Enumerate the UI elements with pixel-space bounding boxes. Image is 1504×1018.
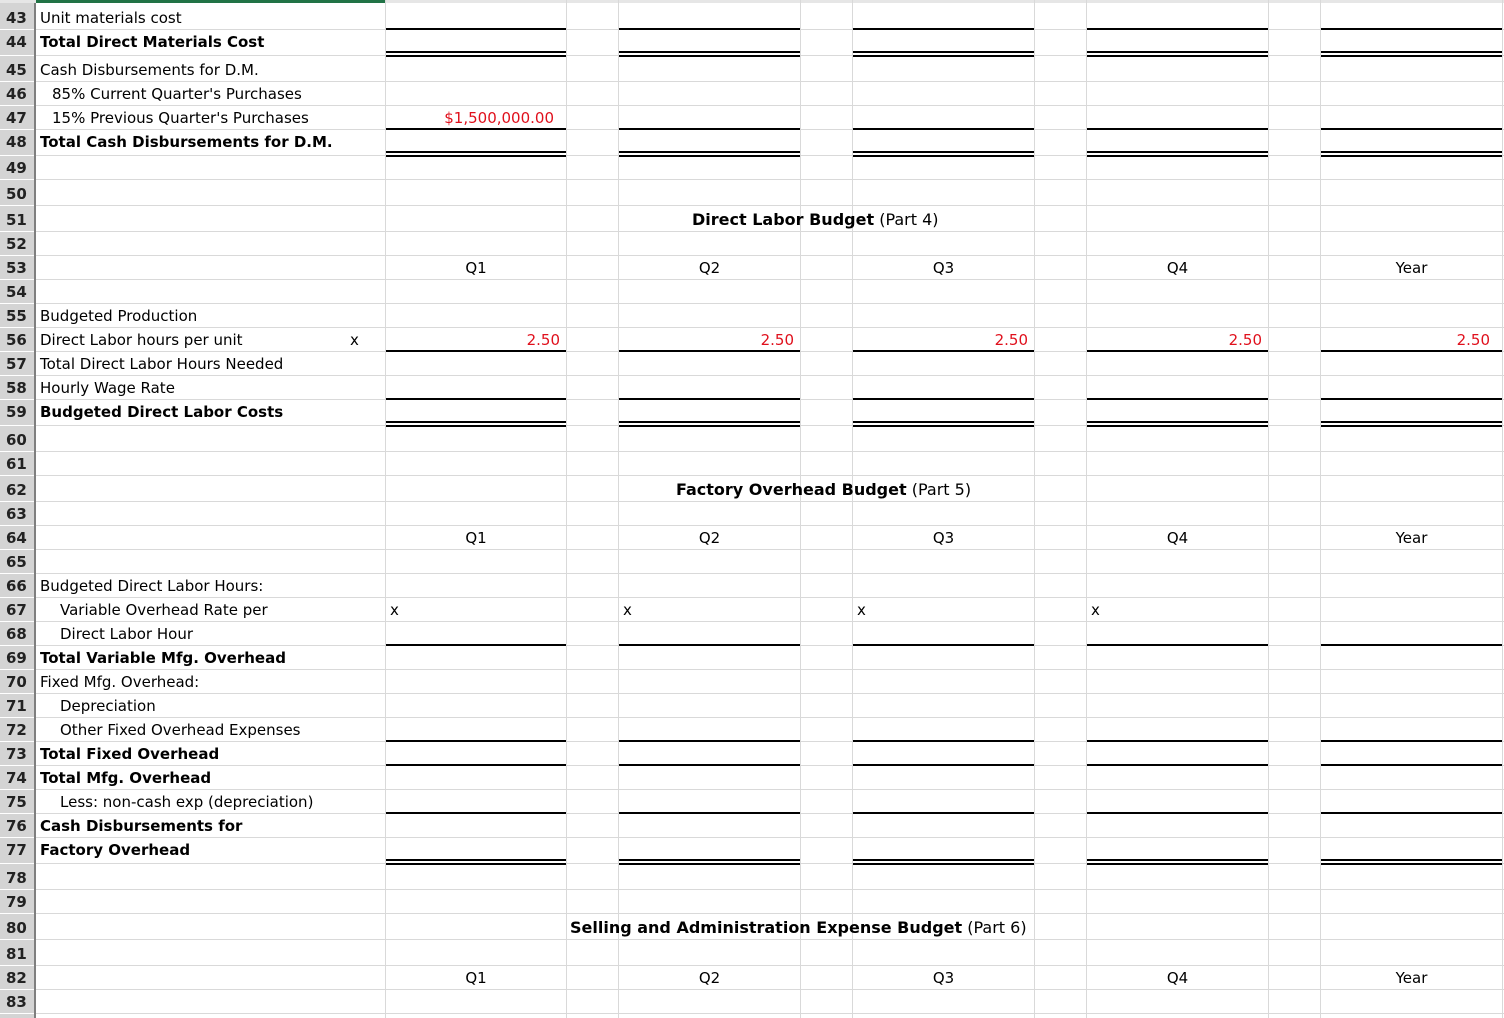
row-number[interactable]: 58 [6,379,27,397]
row-number[interactable]: 44 [6,33,27,51]
sae-col-year[interactable]: Year [1395,969,1428,987]
label-total-cash-disb-dm[interactable]: Total Cash Disbursements for D.M. [40,133,333,151]
sae-col-q2[interactable]: Q2 [698,969,721,987]
cell-dl-hours-q3[interactable]: 2.50 [994,331,1028,349]
row-number[interactable]: 49 [6,159,27,177]
sae-title-text: Selling and Administration Expense Budget [570,918,963,937]
factory-overhead-budget-title[interactable] [676,479,971,501]
row-number[interactable]: 43 [6,9,27,27]
row-number[interactable]: 79 [6,893,27,911]
label-other-fixed[interactable]: Other Fixed Overhead Expenses [60,721,301,739]
cell-dl-hours-year[interactable]: 2.50 [1456,331,1490,349]
sae-col-q3[interactable]: Q3 [932,969,955,987]
label-budgeted-dl-costs[interactable]: Budgeted Direct Labor Costs [40,403,284,421]
label-budgeted-production[interactable]: Budgeted Production [40,307,198,325]
sae-col-q4[interactable]: Q4 [1166,969,1189,987]
row-number[interactable]: 59 [6,403,27,421]
label-fixed-overhead[interactable]: Fixed Mfg. Overhead: [40,673,200,691]
label-15pct-previous[interactable]: 15% Previous Quarter's Purchases [52,109,309,127]
col-gridline [800,0,801,1018]
factory-overhead-title-text: Factory Overhead Budget [676,480,907,499]
row-number[interactable]: 70 [6,673,27,691]
direct-labor-part: (Part 4) [879,210,939,229]
label-depreciation[interactable]: Depreciation [60,697,156,715]
x-marker: x [390,601,399,619]
col-gridline [566,0,567,1018]
label-total-var-overhead[interactable]: Total Variable Mfg. Overhead [40,649,286,667]
dl-col-q1[interactable]: Q1 [465,259,487,277]
row-number[interactable]: 54 [6,283,27,301]
row-number[interactable]: 53 [6,259,27,277]
direct-labor-budget-title[interactable] [692,209,939,231]
label-var-rate-2[interactable]: Direct Labor Hour [60,625,193,643]
dl-col-q4[interactable]: Q4 [1166,259,1189,277]
label-cash-disb-dm[interactable]: Cash Disbursements for D.M. [40,61,259,79]
label-total-dl-hours[interactable]: Total Direct Labor Hours Needed [40,355,284,373]
row-number[interactable]: 82 [6,969,27,987]
row-number[interactable]: 73 [6,745,27,763]
row-number[interactable]: 60 [6,431,27,449]
row-number[interactable]: 66 [6,577,27,595]
row-number[interactable]: 69 [6,649,27,667]
sae-col-q1[interactable]: Q1 [465,969,487,987]
sae-part: (Part 6) [967,918,1027,937]
row-number[interactable]: 63 [6,505,27,523]
dl-col-year[interactable]: Year [1395,259,1428,277]
row-number[interactable]: 62 [6,481,27,499]
row-number[interactable]: 47 [6,109,27,127]
label-cash-disb-foh-1[interactable]: Cash Disbursements for [40,817,243,835]
cell-dl-hours-q2[interactable]: 2.50 [760,331,794,349]
label-cash-disb-foh-2[interactable]: Factory Overhead [40,841,191,859]
row-number[interactable]: 56 [6,331,27,349]
factory-overhead-part: (Part 5) [911,480,972,499]
foh-col-q3[interactable]: Q3 [932,529,955,547]
row-number[interactable]: 55 [6,307,27,325]
foh-col-q1[interactable]: Q1 [465,529,487,547]
row-number[interactable]: 72 [6,721,27,739]
row-number[interactable]: 83 [6,993,27,1011]
row-number[interactable]: 77 [6,841,27,859]
row-number[interactable]: 81 [6,945,27,963]
foh-col-q4[interactable]: Q4 [1166,529,1189,547]
x-marker: x [350,331,359,349]
row-number[interactable]: 65 [6,553,27,571]
label-total-mfg[interactable]: Total Mfg. Overhead [40,769,212,787]
label-var-rate-1[interactable]: Variable Overhead Rate per [60,601,268,619]
label-total-dm-cost[interactable]: Total Direct Materials Cost [40,33,265,51]
row-header-divider [34,0,36,1018]
top-border [0,0,1504,3]
row-number[interactable]: 76 [6,817,27,835]
dl-col-q3[interactable]: Q3 [932,259,955,277]
label-hourly-wage[interactable]: Hourly Wage Rate [40,379,175,397]
foh-col-year[interactable]: Year [1395,529,1428,547]
cell-15pct-q1-value[interactable]: $1,500,000.00 [444,109,554,127]
row-number[interactable]: 45 [6,61,27,79]
row-number[interactable]: 61 [6,455,27,473]
row-number[interactable]: 78 [6,869,27,887]
row-number[interactable]: 46 [6,85,27,103]
row-number[interactable]: 74 [6,769,27,787]
row-number[interactable]: 52 [6,235,27,253]
col-gridline [1502,0,1503,1018]
row-number[interactable]: 51 [6,211,27,229]
cell-dl-hours-q4[interactable]: 2.50 [1228,331,1262,349]
row-number[interactable]: 80 [6,919,27,937]
label-less-noncash[interactable]: Less: non-cash exp (depreciation) [60,793,314,811]
sae-budget-title[interactable] [570,917,1027,939]
selected-column-indicator [36,0,386,3]
x-marker: x [623,601,632,619]
row-number[interactable]: 50 [6,185,27,203]
col-gridline [1034,0,1035,1018]
label-dl-hours-per-unit[interactable]: Direct Labor hours per unit [40,331,243,349]
x-marker: x [1091,601,1100,619]
label-total-fixed[interactable]: Total Fixed Overhead [40,745,220,763]
row-number[interactable]: 68 [6,625,27,643]
label-unit-materials-cost[interactable]: Unit materials cost [40,9,182,27]
label-85pct-current[interactable]: 85% Current Quarter's Purchases [52,85,302,103]
row-number[interactable]: 57 [6,355,27,373]
direct-labor-title-text: Direct Labor Budget [692,210,875,229]
foh-col-q2[interactable]: Q2 [698,529,721,547]
dl-col-q2[interactable]: Q2 [698,259,721,277]
cell-dl-hours-q1[interactable]: 2.50 [526,331,560,349]
label-budgeted-dl-hours[interactable]: Budgeted Direct Labor Hours: [40,577,264,595]
x-marker: x [857,601,866,619]
row-number[interactable]: 64 [6,529,27,547]
row-number[interactable]: 48 [6,133,27,151]
row-number[interactable]: 75 [6,793,27,811]
col-gridline [1268,0,1269,1018]
row-number[interactable]: 71 [6,697,27,715]
row-number[interactable]: 67 [6,601,27,619]
